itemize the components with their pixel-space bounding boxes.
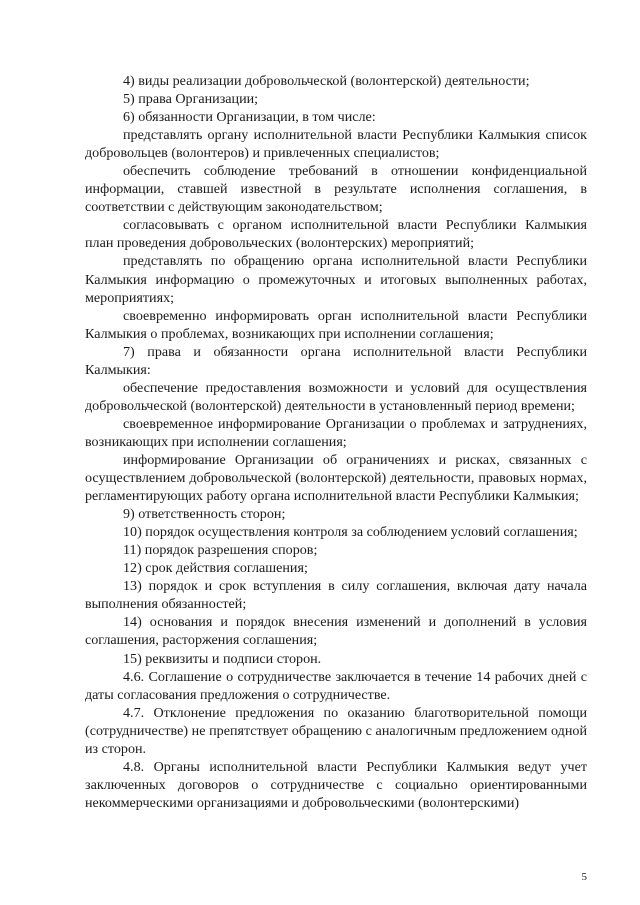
paragraph-item-5: 5) права Организации;: [123, 91, 259, 108]
paragraph-clause-4-8: 4.8. Органы исполнительной власти Республики Калмыкия ведут учет заключенных договоров о сотрудничестве с социально ориентированными некоммерческими организациями и добровольческими (волонтерскими): [85, 758, 587, 811]
paragraph-subitem: согласовывать с органом исполнительной власти Республики Калмыкия план проведения добровольческих (волонтерских) мероприятий;: [85, 217, 587, 252]
paragraph-item-11: 11) порядок разрешения споров;: [123, 542, 318, 559]
document-body: [85, 72, 587, 812]
paragraph-item-15: 15) реквизиты и подписи сторон.: [123, 650, 322, 667]
paragraph-subitem: обеспечение предоставления возможности и условий для осуществления добровольческой (волонтерской) деятельности в установленный период времени;: [85, 379, 587, 414]
paragraph-clause-4-7: 4.7. Отклонение предложения по оказанию благотворительной помощи (сотрудничестве) не препятствует обращению с аналогичным предложением одной из сторон.: [85, 704, 587, 757]
paragraph-item-10: 10) порядок осуществления контроля за соблюдением условий соглашения;: [123, 524, 578, 541]
paragraph-item-14: 14) основания и порядок внесения изменений и дополнений в условия соглашения, расторжения соглашения;: [85, 614, 587, 649]
paragraph-clause-4-6: 4.6. Соглашение о сотрудничестве заключается в течение 14 рабочих дней с даты согласования предложения о сотрудничестве.: [85, 668, 587, 703]
paragraph-subitem: обеспечить соблюдение требований в отношении конфиденциальной информации, ставшей известной в результате исполнения соглашения, в соответствии с действующим законодательством;: [85, 163, 587, 216]
paragraph-item-7: 7) права и обязанности органа исполнительной власти Республики Калмыкия:: [85, 343, 587, 378]
paragraph-subitem: представлять органу исполнительной власти Республики Калмыкия список добровольцев (волонтеров) и привлеченных специалистов;: [85, 127, 587, 162]
paragraph-item-13: 13) порядок и срок вступления в силу соглашения, включая дату начала выполнения обязанностей;: [85, 578, 587, 613]
paragraph-item-6: 6) обязанности Организации, в том числе:: [123, 109, 376, 126]
paragraph-item-12: 12) срок действия соглашения;: [123, 560, 308, 577]
paragraph-subitem: своевременное информирование Организации о проблемах и затруднениях, возникающих при исполнении соглашения;: [85, 415, 587, 450]
paragraph-subitem: информирование Организации об ограничениях и рисках, связанных с осуществлением добровольческой (волонтерской) деятельности, правовых нормах, регламентирующих работу органа исполнительной власти Республики Калмыкия;: [85, 451, 587, 505]
paragraph-subitem: своевременно информировать орган исполнительной власти Республики Калмыкия о проблемах, возникающих при исполнении соглашения;: [85, 307, 587, 342]
paragraph-item-4: 4) виды реализации добровольческой (волонтерской) деятельности;: [123, 73, 530, 89]
paragraph-item-9: 9) ответственность сторон;: [123, 506, 286, 523]
paragraph-subitem: представлять по обращению органа исполнительной власти Республики Калмыкия информацию о промежуточных и итоговых выполненных работах, мероприятиях;: [85, 253, 587, 306]
page-number: 5: [581, 871, 587, 883]
